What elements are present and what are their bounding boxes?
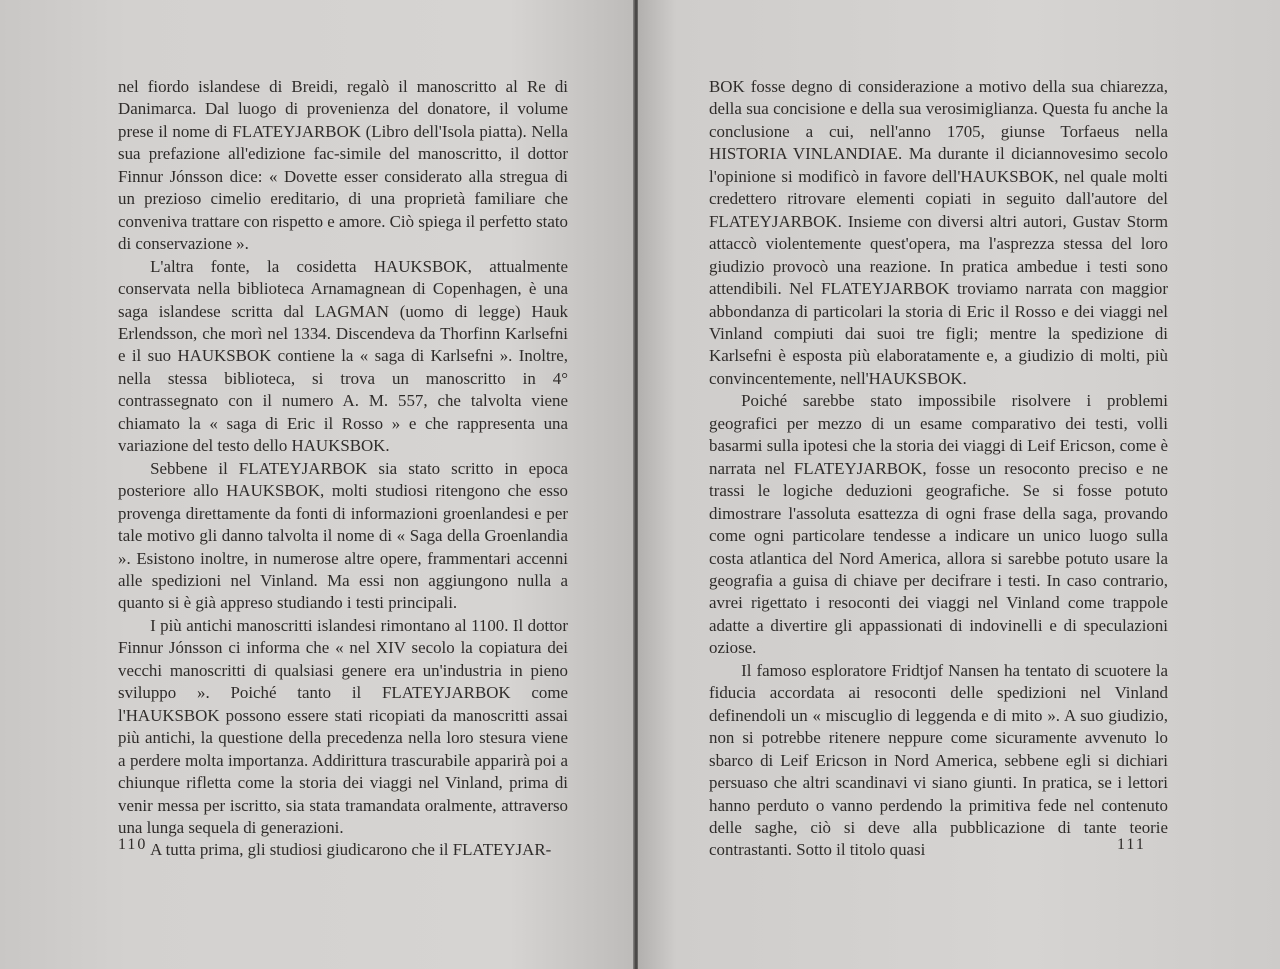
page-number: 111 — [1117, 836, 1146, 853]
left-page-text — [118, 76, 568, 860]
right-page — [638, 0, 1280, 969]
paragraph: BOK fosse degno di considerazione a motivo della sua chiarezza, della sua concisione e della sua verosimiglianza. Questa fu anche la conclusione a cui, nell'anno 1705, giunse Torfaeus nella HISTORIA VINLANDIAE. Ma durante il diciannovesimo secolo l'opinione si modificò in favore dell'HAUKSBOK, nel quale molti credettero ritrovare elementi copiati in seguito dall'autore del FLATEYJARBOK. Insieme con diversi altri autori, Gustav Storm attaccò violentemente quest'opera, ma l'asprezza stessa del loro giudizio provocò una reazione. In pratica ambedue i testi sono attendibili. Nel FLATEYJARBOK troviamo narrata con maggior abbondanza di particolari la storia di Eric il Rosso e dei viaggi nel Vinland compiuti dai suoi tre figli; mentre la spedizione di Karlsefni è esposta più elaboratamente e, a giudizio di molti, più convincentemente, nell'HAUKSBOK. — [709, 77, 1168, 388]
paragraph: Sebbene il FLATEYJARBOK sia stato scritto in epoca posteriore allo HAUKSBOK, molti studiosi ritengono che esso provenga direttamente da fonti di informazioni groenlandesi e per tale motivo gli danno talvolta il nome di « Saga della Groenlandia ». Esistono inoltre, in numerose altre opere, frammentari accenni alle spedizioni nel Vinland. Ma essi non aggiungono nulla a quanto si è già appreso studiando i testi principali. — [118, 458, 568, 613]
paragraph: L'altra fonte, la cosidetta HAUKSBOK, attualmente conservata nella biblioteca Arnamagnean di Copenhagen, è una saga islandese scritta dal LAGMAN (uomo di legge) Hauk Erlendsson, che morì nel 1334. Discendeva da Thorfinn Karlsefni e il suo HAUKSBOK contiene la « saga di Karlsefni ». Inoltre, nella stessa biblioteca, si trova un manoscritto in 4° contrassegnato con il numero A. M. 557, che talvolta viene chiamato la « saga di Eric il Rosso » e che rappresenta una variazione del testo dello HAUKSBOK. — [118, 256, 568, 456]
paragraph: nel fiordo islandese di Breidi, regalò il manoscritto al Re di Danimarca. Dal luogo di provenienza del donatore, il volume prese il nome di FLATEYJARBOK (Libro dell'Isola piatta). Nella sua prefazione all'edizione fac-simile del manoscritto, il dottor Finnur Jónsson dice: « Dovette esser considerato alla stregua di un prezioso cimelio ereditario, di una proprietà familiare che conveniva trattare con rispetto e amore. Ciò spiega il perfetto stato di conservazione ». — [118, 77, 568, 254]
paragraph: Il famoso esploratore Fridtjof Nansen ha tentato di scuotere la fiducia accordata ai resoconti delle spedizioni nel Vinland definendoli un « miscuglio di leggenda e di mito ». A suo giudizio, non si potrebbe ritenere neppure come sicuramente avvenuto lo sbarco di Leif Ericson in Nord America, sebbene egli si dichiari persuaso che altri scandinavi vi siano giunti. In pratica, se i lettori hanno perduto o vanno perdendo la primitiva fede nel contenuto delle saghe, ciò si deve alla pubblicazione di tante teorie contrastanti. Sotto il titolo quasi — [709, 660, 1168, 860]
paragraph: Poiché sarebbe stato impossibile risolvere i problemi geografici per mezzo di un esame comparativo dei testi, volli basarmi sulla ipotesi che la storia dei viaggi di Leif Ericson, come è narrata nel FLATEYJARBOK, fosse un resoconto preciso e ne trassi le logiche deduzioni geografiche. Se si fosse potuto dimostrare l'assoluta esattezza di ogni frase della saga, provando come ogni particolare tendesse a indicare un unico luogo sulla costa atlantica del Nord America, allora si sarebbe potuto usare la geografia a guisa di chiave per decifrare i testi. In caso contrario, avrei rigettato i resoconti dei viaggi nel Vinland come trappole adatte a divertire gli appassionati di indovinelli e di speculazioni oziose. — [709, 391, 1168, 658]
paragraph: A tutta prima, gli studiosi giudicarono che il FLATEYJAR- — [150, 840, 552, 860]
paragraph: I più antichi manoscritti islandesi rimontano al 1100. Il dottor Finnur Jónsson ci informa che « nel XIV secolo la copiatura dei vecchi manoscritti di qualsiasi genere era un'industria in pieno sviluppo ». Poiché tanto il FLATEYJARBOK come l'HAUKSBOK possono essere stati ricopiati da manoscritti assai più antichi, la questione della precedenza nella loro stesura viene a perdere molta importanza. Addirittura trascurabile apparirà poi a chiunque rifletta come la storia dei viaggi nel Vinland, prima di venir messa per iscritto, sia stata tramandata oralmente, attraverso una lunga sequela di generazioni. — [118, 615, 568, 837]
page-number: 110 — [118, 836, 148, 853]
left-page — [0, 0, 636, 969]
